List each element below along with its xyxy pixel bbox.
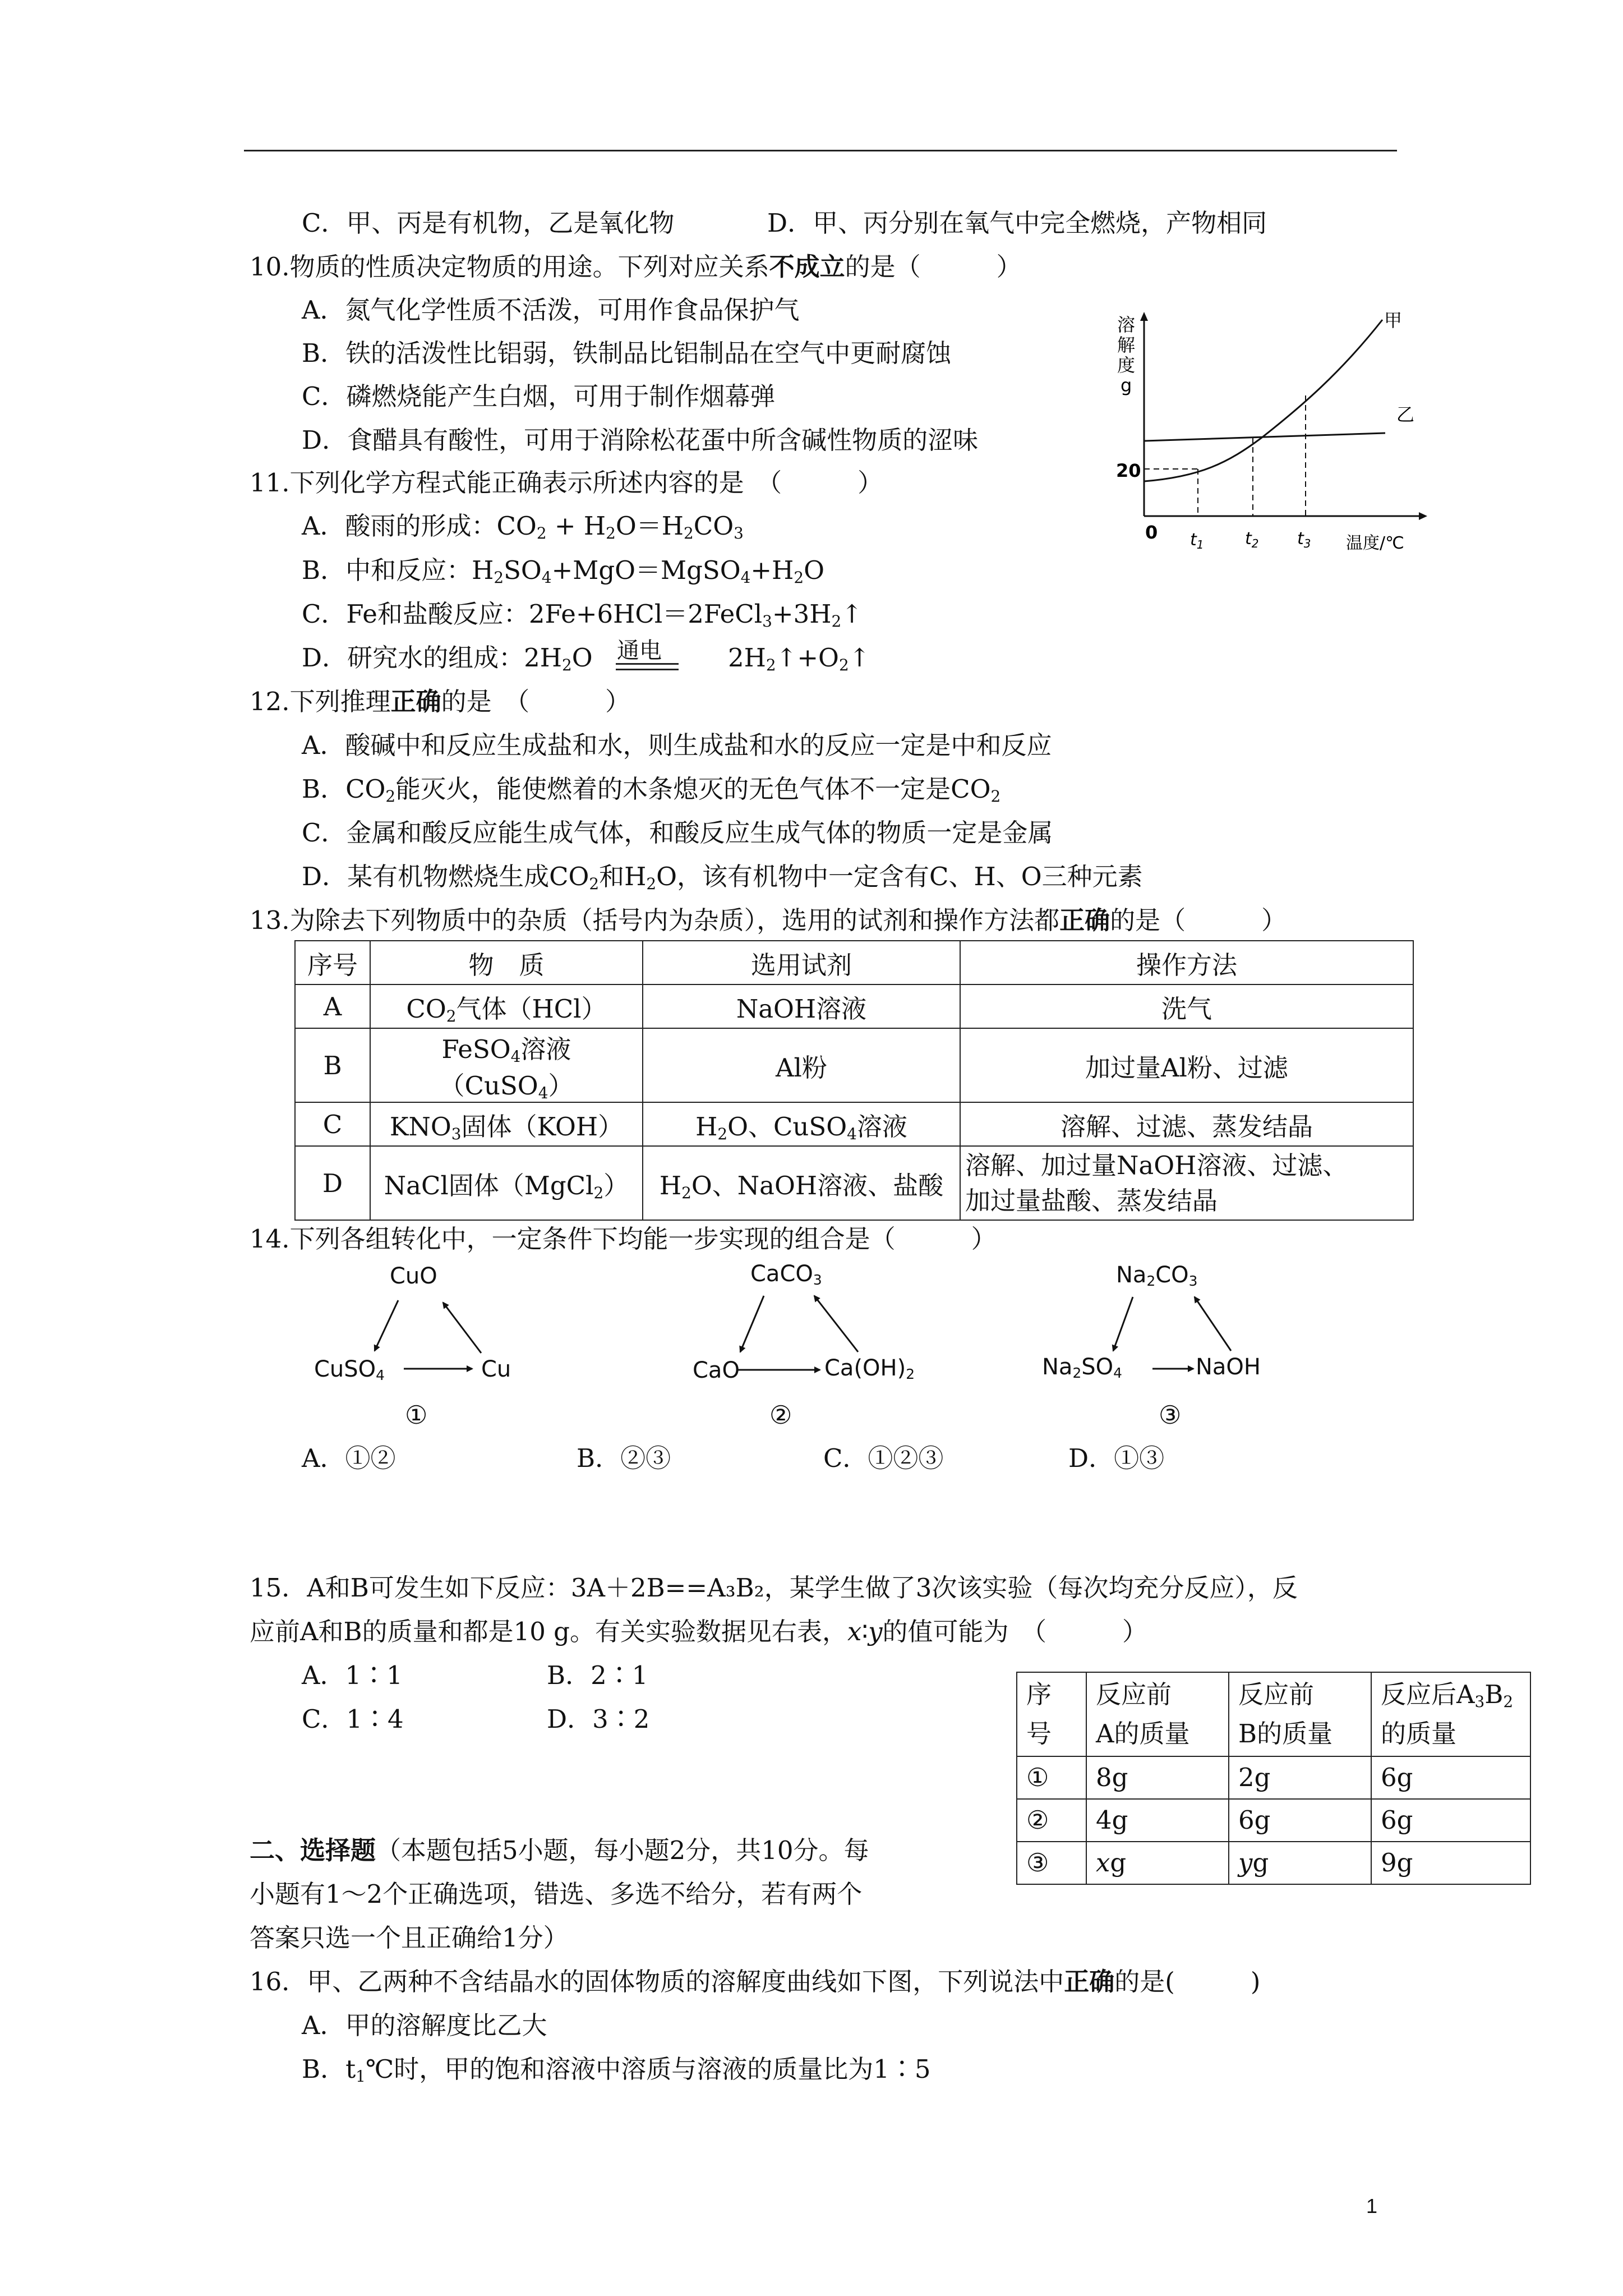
q11-option-d: D．研究水的组成：$2H_2O$: [302, 643, 593, 674]
q15-option-a: A．1∶1: [302, 1660, 403, 1690]
table-row: A $CO_2$气体（HCl） NaOH溶液 洗气: [295, 984, 1413, 1028]
q12-option-c: C．金属和酸反应能生成气体，和酸反应生成气体的物质一定是金属: [302, 818, 1053, 848]
q10-option-d: D．食醋具有酸性，可用于消除松花蛋中所含碱性物质的涩味: [302, 425, 979, 455]
diagram1-top: CuO: [390, 1263, 437, 1289]
graph-ylabel-1: 溶: [1117, 314, 1136, 335]
table-row: ② 4g 6g 6g: [1017, 1799, 1530, 1842]
table-row: ① 8g 2g 6g: [1017, 1756, 1530, 1799]
diagram3-left: $Na_2SO_4$: [1042, 1354, 1122, 1382]
diagram2-top: CaCO$_3$: [750, 1261, 822, 1289]
q12-option-a: A．酸碱中和反应生成盐和水，则生成盐和水的反应一定是中和反应: [302, 730, 1052, 760]
table-row: 序 号 反应前 A的质量 反应前 B的质量 反应后$A_3B_2$ 的质量: [1017, 1672, 1530, 1756]
q10-option-b: B．铁的活泼性比铝弱，铁制品比铝制品在空气中更耐腐蚀: [302, 338, 952, 368]
q14-stem: 14.下列各组转化中，一定条件下均能一步实现的组合是（ ）: [250, 1224, 997, 1254]
q12-option-d: D．某有机物燃烧生成$CO_2$和$H_2O$，该有机物中一定含有C、H、O三种元素: [302, 862, 1143, 893]
diagram3-right: NaOH: [1196, 1354, 1261, 1380]
q15-option-c: C．1∶4: [302, 1704, 404, 1734]
table-row: D NaCl固体（MgCl$_2$） $H_2O$、NaOH溶液、盐酸 溶解、加过量NaOH溶液、过滤、 加过量盐酸、蒸发结晶: [295, 1146, 1413, 1220]
q10-stem: 10.物质的性质决定物质的用途。下列对应关系不成立的是（ ）: [250, 252, 1022, 282]
diagram1-left: CuSO$_4$: [314, 1356, 385, 1384]
graph-ylabel-2: 解: [1117, 334, 1136, 356]
q16-option-b: B．$t_1℃$时，甲的饱和溶液中溶质与溶液的质量比为1∶5: [302, 2054, 931, 2086]
graph-curve-b-label: 乙: [1396, 404, 1415, 425]
q14-option-b: B．②③: [577, 1443, 671, 1473]
q16-option-a: A．甲的溶解度比乙大: [302, 2010, 547, 2040]
q10-option-c: C．磷燃烧能产生白烟，可用于制作烟幕弹: [302, 381, 776, 411]
q14-option-d: D．①③: [1068, 1443, 1165, 1473]
page-number: 1: [1366, 2194, 1378, 2217]
svg-text:t3: $t_3$: [1297, 529, 1311, 550]
graph-ylabel-3: 度: [1117, 355, 1136, 376]
diagram2-right: $Ca(OH)_2$: [824, 1355, 915, 1383]
svg-text:t1: $t_1$: [1190, 530, 1204, 551]
q11-option-c: C．Fe和盐酸反应：$2Fe+6HCl=2FeCl_3+3H_2↑$: [302, 599, 863, 631]
graph-origin: 0: [1145, 522, 1158, 543]
q15-line2: 应前A和B的质量和都是10 g。有关实验数据见右表，x∶y的值可能为 （ ）: [250, 1617, 1148, 1646]
q11-option-b: B．中和反应：$H_2SO_4+MgO=MgSO_4+H_2O$: [302, 555, 825, 587]
q14-option-c: C．①②③: [823, 1443, 944, 1473]
q13-stem: 13.为除去下列物质中的杂质（括号内为杂质），选用的试剂和操作方法都正确的是（ ）: [250, 905, 1287, 935]
table-row: ③ xg yg 9g: [1017, 1842, 1530, 1884]
q11-condition: 通电: [617, 638, 662, 664]
q15-option-b: B．2∶1: [547, 1660, 648, 1690]
section2-line2: 小题有1～2个正确选项，错选、多选不给分，若有两个: [250, 1879, 863, 1909]
q12-option-b: B．$CO_2$能灭火，能使燃着的木条熄灭的无色气体不一定是$CO_2$: [302, 774, 1001, 806]
diagram1-right: Cu: [481, 1356, 511, 1382]
q15-line1: 15．A和B可发生如下反应：3A＋2B==A₃B₂，某学生做了3次该实验（每次均充分反应），反: [250, 1573, 1298, 1603]
section2-line1: 二、选择题（本题包括5小题，每小题2分，共10分。每: [250, 1835, 869, 1865]
q11-stem: 11.下列化学方程式能正确表示所述内容的是 （ ）: [250, 468, 883, 498]
diagram2-left: CaO: [693, 1358, 740, 1383]
q14-option-a: A．①②: [302, 1443, 396, 1473]
q16-stem: 16．甲、乙两种不含结晶水的固体物质的溶解度曲线如下图，下列说法中正确的是( ): [250, 1967, 1261, 1996]
q15-option-d: D．3∶2: [547, 1704, 650, 1734]
graph-curve-a-label: 甲: [1384, 310, 1403, 331]
q12-stem: 12.下列推理正确的是 （ ）: [250, 687, 631, 716]
q9-option-c: C．甲、丙是有机物，乙是氧化物: [302, 208, 675, 238]
diagram1-label: ①: [405, 1400, 428, 1430]
table-row: C $KNO_3$固体（KOH） $H_2O$、CuSO$_4$溶液 溶解、过滤、蒸发结晶: [295, 1102, 1413, 1146]
graph-y20: 20: [1116, 460, 1141, 481]
diagram3-label: ③: [1159, 1400, 1182, 1430]
svg-text:t2: $t_2$: [1245, 529, 1259, 550]
section2-line3: 答案只选一个且正确给1分）: [250, 1923, 569, 1953]
diagram3-top: $Na_2CO_3$: [1116, 1262, 1198, 1290]
table-row: 序号 物 质 选用试剂 操作方法: [295, 941, 1413, 984]
q9-option-d: D．甲、丙分别在氧气中完全燃烧，产物相同: [767, 208, 1267, 238]
q11-option-a: A．酸雨的形成：$CO_2 + H_2O=H_2CO_3$: [302, 511, 744, 542]
diagram2-label: ②: [769, 1400, 792, 1430]
graph-xlabel: 温度/℃: [1346, 533, 1404, 553]
q11-option-d-products: $2H_2↑+O_2↑$: [728, 643, 870, 674]
q15-table: [1016, 1672, 1531, 1885]
table-row: B FeSO$_4$溶液（CuSO$_4$） Al粉 加过量Al粉、过滤: [295, 1028, 1413, 1102]
q10-option-a: A．氮气化学性质不活泼，可用作食品保护气: [302, 295, 800, 325]
graph-ylabel-4: g: [1121, 375, 1132, 396]
